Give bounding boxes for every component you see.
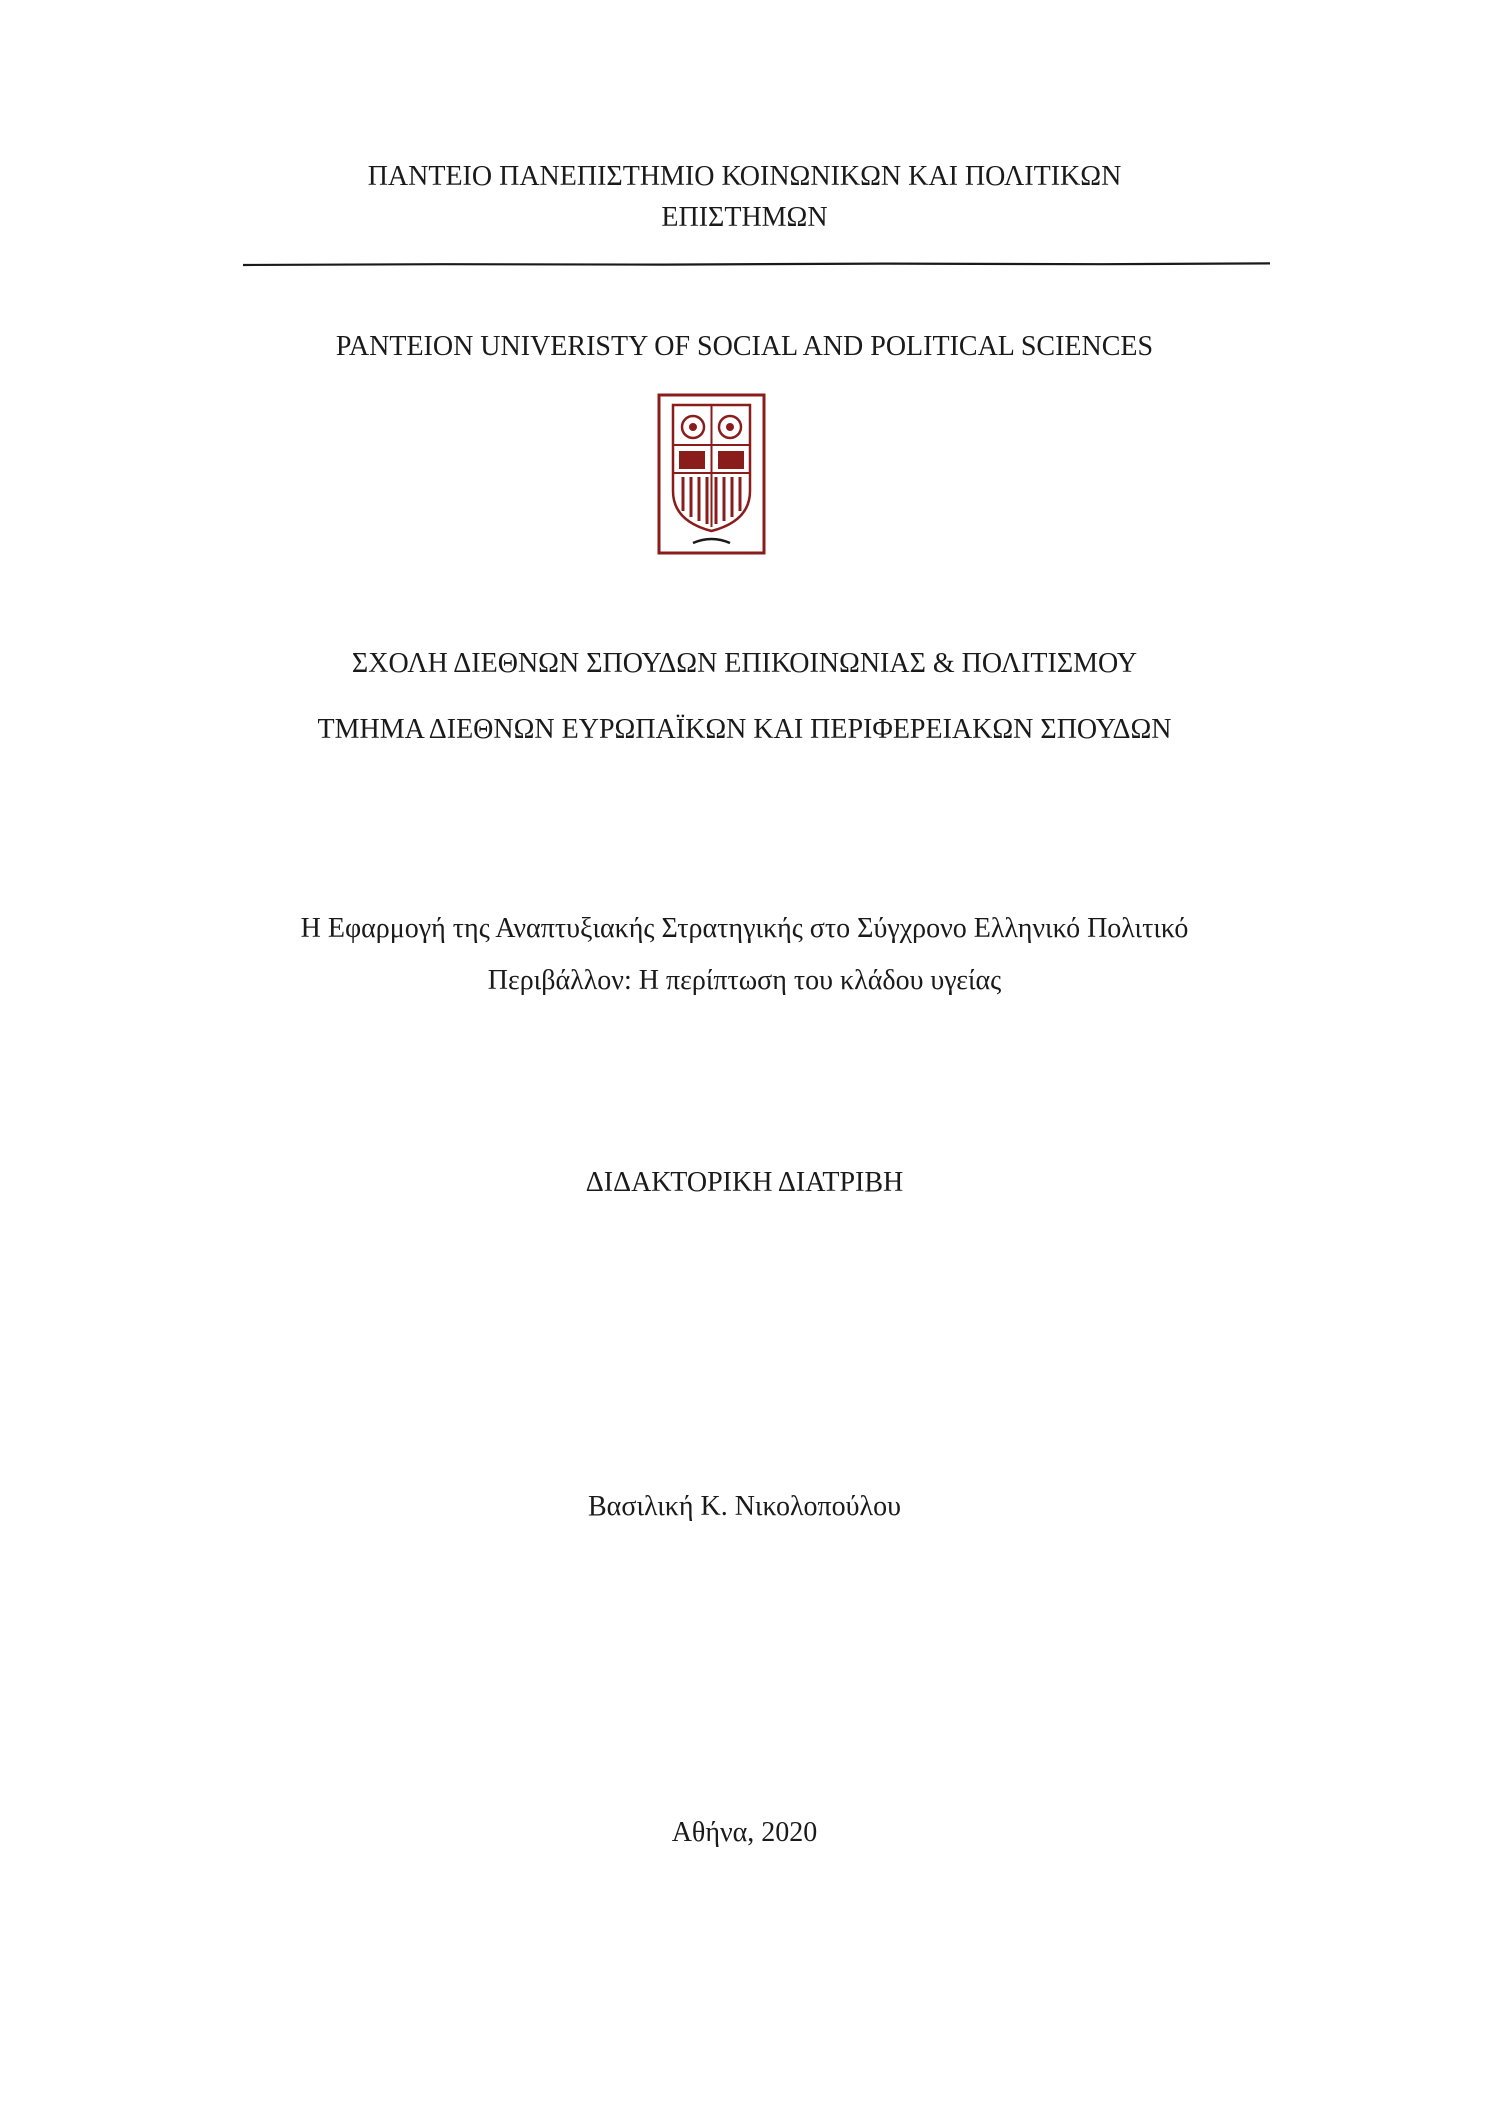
- document-type: ΔΙΔΑΚΤΟΡΙΚΗ ΔΙΑΤΡΙΒΗ: [585, 1167, 904, 1198]
- university-name-greek-line2: ΕΠΙΣΤΗΜΩΝ: [661, 202, 828, 233]
- author-name: Βασιλική Κ. Νικολοπούλου: [588, 1491, 901, 1522]
- place-date: Αθήνα, 2020: [671, 1817, 818, 1848]
- school-name: ΣΧΟΛΗ ΔΙΕΘΝΩΝ ΣΠΟΥΔΩΝ ΕΠΙΚΟΙΝΩΝΙΑΣ & ΠΟΛΙΤΙΣΜΟΥ: [351, 648, 1138, 679]
- university-name-greek-line1: ΠΑΝΤΕΙΟ ΠΑΝΕΠΙΣΤΗΜΙΟ ΚΟΙΝΩΝΙΚΩΝ ΚΑΙ ΠΟΛΙΤΙΚΩΝ: [367, 161, 1122, 192]
- department-name: ΤΜΗΜΑ ΔΙΕΘΝΩΝ ΕΥΡΩΠΑΪΚΩΝ ΚΑΙ ΠΕΡΙΦΕΡΕΙΑΚΩΝ ΣΠΟΥΔΩΝ: [317, 714, 1172, 745]
- thesis-title-line2: Περιβάλλον: Η περίπτωση του κλάδου υγείας: [487, 965, 1002, 996]
- thesis-title-line1: Η Εφαρμογή της Αναπτυξιακής Στρατηγικής στο Σύγχρονο Ελληνικό Πολιτικό: [300, 913, 1189, 944]
- university-name-english: PANTEION UNIVERISTY OF SOCIAL AND POLITICAL SCIENCES: [335, 331, 1154, 362]
- university-crest-icon: [657, 393, 766, 555]
- header-divider: [243, 261, 1270, 264]
